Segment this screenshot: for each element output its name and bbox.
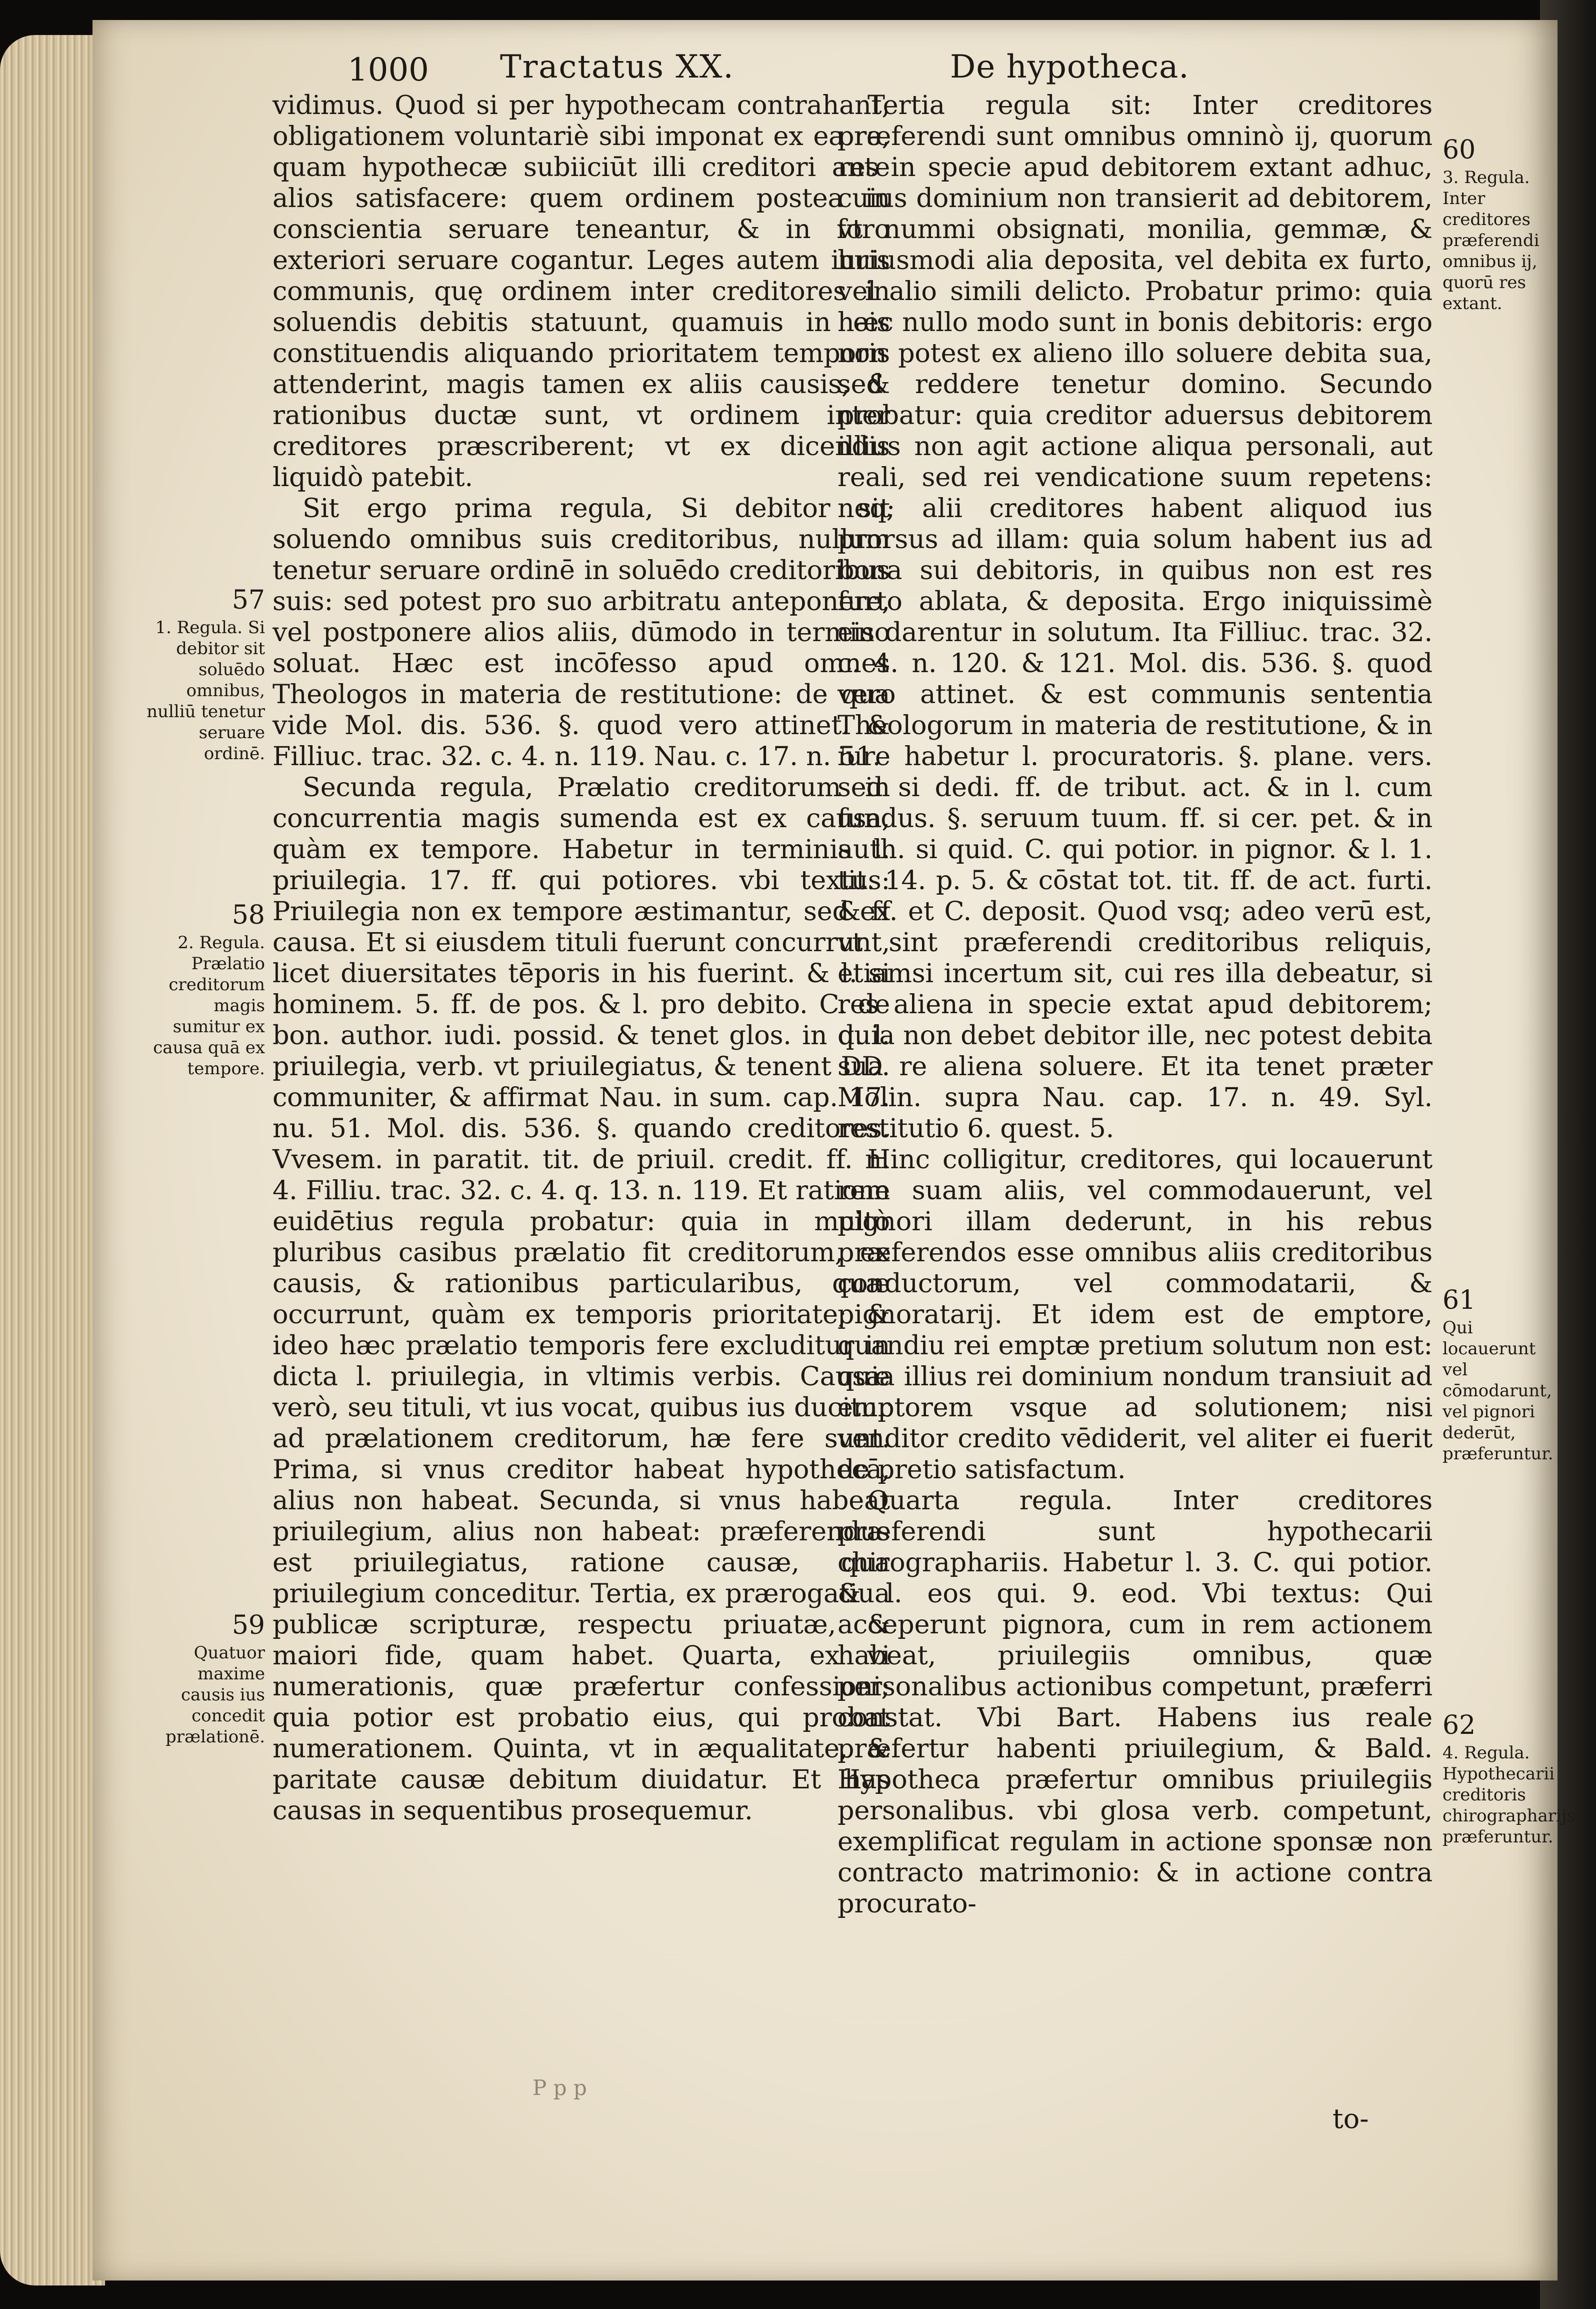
paragraph: Sit ergo prima regula, Si debitor sit soluendo omnibus suis creditoribus, nullum tenetur seruare ordinē in soluēdo creditoribus suis: sed potest pro suo arbitratu anteponere, vel postponere alios aliis, dūmodo in termino soluat. Hæc est incōfesso apud omnes Theologos in materia de restitutione: de qua vide Mol. dis. 536. §. quod vero attinet. & Filliuc. trac. 32. c. 4. n. 119. Nau. c. 17. n. 51. <box>272 493 890 772</box>
margin-note-number: 57 <box>232 585 265 615</box>
book-page <box>92 20 1576 2280</box>
book-fore-edge <box>0 35 105 2285</box>
paragraph: Quarta regula. Inter creditores præferendi sunt hypothecarii chirographariis. Habetur l. 3. C. qui potior. & l. eos qui. 9. eod. Vbi textus: Qui acceperunt pignora, cum in rem actionem habeat, priuilegiis omnibus, quæ personalibus actionibus competunt, præferri constat. Vbi Bart. Habens ius reale præfertur habenti priuilegium, & Bald. Hypotheca præfertur omnibus priuilegiis personalibus. vbi glosa verb. competunt, exemplificat regulam in actione sponsæ non contracto matrimonio: & in actione contra procurato- <box>838 1485 1432 1919</box>
margin-note-number: 58 <box>232 900 265 930</box>
margin-note-text: Qui locauerunt vel cōmodarunt, vel pignori dederūt, præferuntur. <box>1442 1318 1554 1464</box>
text-column-right <box>838 90 1432 1919</box>
page-number: 1000 <box>348 52 429 89</box>
margin-note-number: 60 <box>1442 135 1476 165</box>
margin-note <box>145 1610 265 1747</box>
margin-note-number: 62 <box>1442 1710 1476 1740</box>
margin-note-text: 1. Regula. Si debitor sit soluēdo omnibus, nulliū tenetur seruare ordinē. <box>146 618 265 764</box>
text-column-left <box>272 90 890 1826</box>
margin-note <box>145 900 265 1079</box>
paragraph: Secunda regula, Prælatio creditorum in concurrentia magis sumenda est ex causa, quàm ex tempore. Habetur in terminis l. priuilegia. 17. ff. qui potiores. vbi textus: Priuilegia non ex tempore æstimantur, sed ex causa. Et si eiusdem tituli fuerunt concurrunt, licet diuersitates tēporis in his fuerint. & l. si hominem. 5. ff. de pos. & l. pro debito. C. de bon. author. iudi. possid. & tenet glos. in d. l. priuilegia, verb. vt priuilegiatus, & tenent DD. communiter, & affirmat Nau. in sum. cap. 17. nu. 51. Mol. dis. 536. §. quando creditores. Vvesem. in paratit. tit. de priuil. credit. ff. n. 4. Filliu. trac. 32. c. 4. q. 13. n. 119. Et ratione euidētius regula probatur: quia in multò pluribus casibus prælatio fit creditorum, ex causis, & rationibus particularibus, quæ occurrunt, quàm ex temporis prioritate; & ideo hæc prælatio temporis fere excluditur in dicta l. priuilegia, in vltimis verbis. Causæ verò, seu tituli, vt ius vocat, quibus ius ducitur ad prælationem creditorum, hæ fere sunt. Prima, si vnus creditor habeat hypothecā, alius non habeat. Secunda, si vnus habeat priuilegium, alius non habeat: præferendus est priuilegiatus, ratione causæ, qua priuilegium conceditur. Tertia, ex prærogatiua publicæ scripturæ, respectu priuatæ, & maiori fide, quam habet. Quarta, ex vi numerationis, quæ præfertur confessioni; quia potior est probatio eius, qui probat numerationem. Quinta, vt in æqualitate, & paritate causæ debitum diuidatur. Et has causas in sequentibus prosequemur. <box>272 772 890 1826</box>
margin-note-text: 3. Regula. Inter creditores præferendi omnibus ij, quorū res extant. <box>1442 168 1540 314</box>
margin-note <box>1442 135 1542 314</box>
margin-note <box>1442 1710 1576 1847</box>
margin-note-text: 4. Regula. Hypothecarii creditoris chirographarijs præferuntur. <box>1442 1743 1576 1847</box>
margin-note-text: 2. Regula. Prælatio creditorum magis sumitur ex causa quā ex tempore. <box>153 933 265 1079</box>
margin-note-number: 59 <box>232 1610 265 1640</box>
paragraph: Tertia regula sit: Inter creditores præferendi sunt omnibus omninò ij, quorum res in specie apud debitorem extant adhuc, cuius dominium non transierit ad debitorem, vt nummi obsignati, monilia, gemmæ, & huiusmodi alia deposita, vel debita ex furto, vel alio simili delicto. Probatur primo: quia hæc nullo modo sunt in bonis debitoris: ergo non potest ex alieno illo soluere debita sua, sed reddere tenetur domino. Secundo probatur: quia creditor aduersus debitorem illius non agit actione aliqua personali, aut reali, sed rei vendicatione suum repetens: neq; alii creditores habent aliquod ius prorsus ad illam: quia solum habent ius ad bona sui debitoris, in quibus non est res furto ablata, & deposita. Ergo iniquissimè eis darentur in solutum. Ita Filliuc. trac. 32. c. 4. n. 120. & 121. Mol. dis. 536. §. quod vero attinet. & est communis sententia Theologorum in materia de restitutione, & in iure habetur l. procuratoris. §. plane. vers. sed si dedi. ff. de tribut. act. & in l. cum fundus. §. seruum tuum. ff. si cer. pet. & in auth. si quid. C. qui potior. in pignor. & l. 1. tit. 14. p. 5. & cōstat tot. tit. ff. de act. furti. & ff. et C. deposit. Quod vsq; adeo verū est, vt sint præferendi creditoribus reliquis, etiamsi incertum sit, cui res illa debeatur, si res aliena in specie extat apud debitorem; quia non debet debitor ille, nec potest debita sua re aliena soluere. Et ita tenet præter Molin. supra Nau. cap. 17. n. 49. Syl. restitutio 6. quest. 5. <box>838 90 1432 1144</box>
margin-note <box>145 585 265 764</box>
margin-note-text: Quatuor maxime causis ius concedit prælationē. <box>166 1643 265 1747</box>
running-title-left: Tractatus XX. <box>500 49 734 86</box>
margin-note-number: 61 <box>1442 1285 1476 1315</box>
paragraph: vidimus. Quod si per hypothecam contrahant, obligationem voluntariè sibi imponat ex ea re, quam hypothecæ subiiciūt illi creditori ante alios satisfacere: quem ordinem postea in conscientia seruare teneantur, & in foro exteriori seruare cogantur. Leges autem iuris communis, quę ordinem inter creditores in soluendis debitis statuunt, quamuis in eis constituendis aliquando prioritatem temporis attenderint, magis tamen ex aliis causis, & rationibus ductæ sunt, vt ordinem inter creditores præscriberent; vt ex dicendis liquidò patebit. <box>272 90 890 493</box>
catchword: to- <box>1332 2103 1369 2134</box>
running-title-right: De hypotheca. <box>950 49 1190 86</box>
margin-note <box>1442 1285 1554 1464</box>
paragraph: Hinc colligitur, creditores, qui locauerunt rem suam aliis, vel commodauerunt, vel pignori illam dederunt, in his rebus præferendos esse omnibus aliis creditoribus conductorum, vel commodatarii, & pignoratarij. Et idem est de emptore, quandiu rei emptæ pretium solutum non est: quia illius rei dominium nondum transiuit ad emptorem vsque ad solutionem; nisi venditor credito vēdiderit, vel aliter ei fuerit de pretio satisfactum. <box>838 1144 1432 1485</box>
signature-mark: P p p <box>532 2075 587 2100</box>
